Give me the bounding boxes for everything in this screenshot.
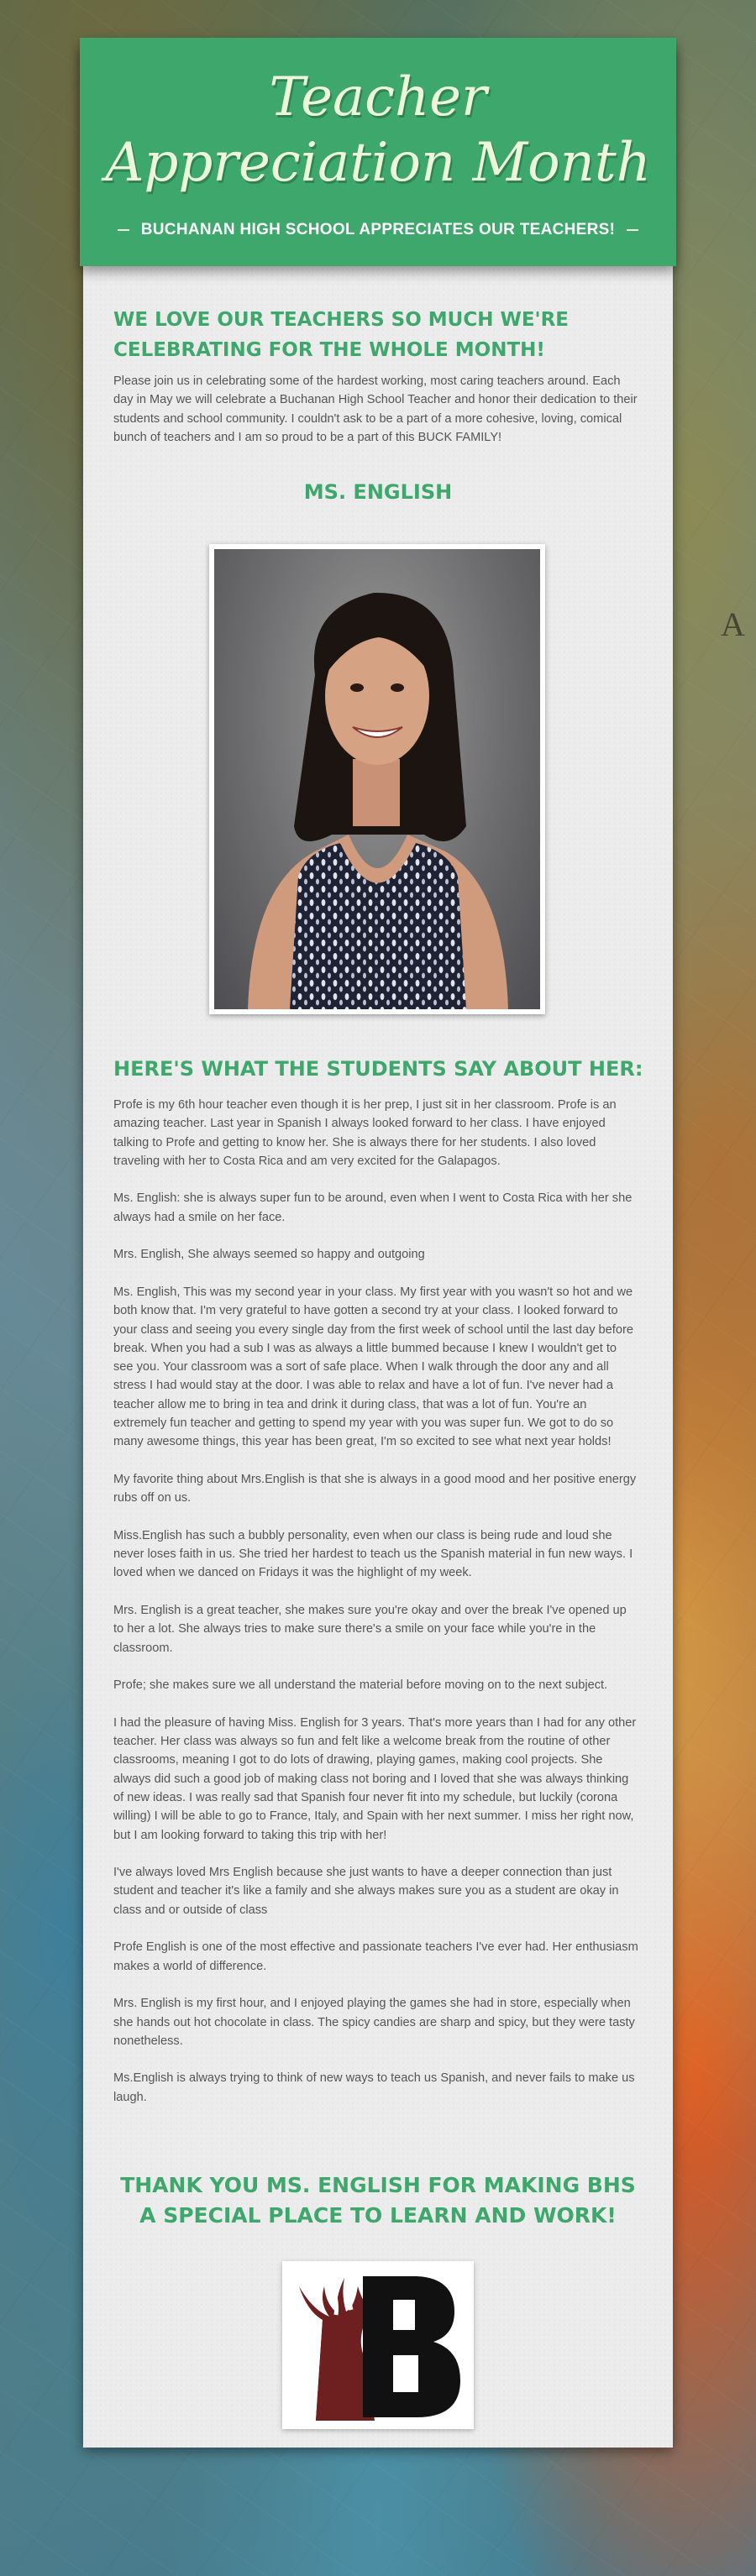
intro-text: Please join us in celebrating some of the hardest working, most caring teachers around. Each day in May we will celebrate a Buchanan High School Teacher and honor their dedication to their students and school community. I couldn't ask to be a part of a more cohesive, loving, comical bunch of teachers and I am so proud to be a part of this BUCK FAMILY! [113, 374, 638, 444]
buck-logo-icon [282, 2261, 474, 2429]
subtitle-rule-right [627, 229, 638, 231]
thank-you-heading: THANK YOU MS. ENGLISH FOR MAKING BHS A SPECIAL PLACE TO LEARN AND WORK! [120, 2173, 636, 2228]
students-heading: HERE'S WHAT THE STUDENTS SAY ABOUT HER: [113, 1057, 643, 1081]
student-quote: I had the pleasure of having Miss. English for 3 years. That's more years than I had for any other teacher. Her class was always so fun and felt like a welcome break from the routine of other classrooms, meaning I got to do lots of drawing, playing games, making cool projects. She always did such a good job of making class not boring and I loved that she was always thinking of new ideas. I was really sad that Spanish four never fit into my schedule, but luckily (corona willing) I will be able to go to France, Italy, and Spain with her next summer. I miss her right now, but I am looking forward to taking this trip with her! [113, 1715, 637, 1842]
page-subtitle: BUCHANAN HIGH SCHOOL APPRECIATES OUR TEACHERS! [140, 221, 616, 238]
student-quote: Ms. English, This was my second year in your class. My first year with you wasn't so hot and we both know that. I'm very grateful to have gotten a second try at your class. I looked forward to your class and seeing you every single day from the first week of school until the last day before break. When you had a sub I was as always a little bummed because I knew I wouldn't get to see you. Your classroom was a sort of safe place. When I walk through the door any and all stress I had would stay at the door. I was able to relax and have a lot of fun. I've never had a teacher allow me to bring in tea and drink it during class, that was a lot of fun. You're an extremely fun teacher and getting to spend my year with you was super fun. We got to do so many awesome things, this year has been great, I'm so excited to see what next year holds! [113, 1285, 633, 1449]
student-quote: Profe English is one of the most effective and passionate teachers I've ever had. Her enthusiasm makes a world of difference. [113, 1940, 638, 1973]
student-quotes [113, 1096, 638, 2125]
student-quote: Profe is my 6th hour teacher even though it is her prep, I just sit in her classroom. Profe is an amazing teacher. Last year in Spanish I always looked forward to her class. I have enjoyed talking to Profe and getting to know her. She is always there for her students. I also loved traveling with her to Costa Rica and am very excited for the Galapagos. [113, 1098, 617, 1168]
map-label: A [721, 605, 745, 643]
student-quote: Miss.English has such a bubbly personality, even when our class is being rude and loud she never loses faith in us. She tried her hardest to teach us the Spanish material in fun new ways. I loved when we danced on Fridays it was the highlight of my week. [113, 1528, 633, 1580]
student-quote: Ms. English: she is always super fun to be around, even when I went to Costa Rica with her she always had a smile on her face. [113, 1191, 633, 1224]
student-quote: Ms.English is always trying to think of new ways to teach us Spanish, and never fails to make us laugh. [113, 2071, 635, 2104]
intro-heading: WE LOVE OUR TEACHERS SO MUCH WE'RE CELEBRATING FOR THE WHOLE MONTH! [113, 309, 570, 361]
teacher-photo-image [214, 549, 540, 1009]
title-line-1: Teacher [269, 66, 487, 128]
student-quote: Mrs. English is my first hour, and I enjoyed playing the games she had in store, especially when she hands out hot chocolate in class. The spicy candies are sharp and spicy, but they were tasty nonetheless. [113, 1997, 635, 2048]
student-quote: I've always loved Mrs English because she just wants to have a deeper connection than just student and teacher it's like a family and she always makes sure you as a student are okay in class and or outside of class [113, 1866, 619, 1917]
page-title [80, 65, 676, 196]
teacher-photo [209, 544, 545, 1014]
student-quote: My favorite thing about Mrs.English is that she is always in a good mood and her positive energy rubs off on us. [113, 1472, 637, 1505]
student-quote: Profe; she makes sure we all understand the material before moving on to the next subject. [113, 1678, 608, 1693]
title-line-2: Appreciation Month [105, 132, 651, 194]
student-quote: Mrs. English, She always seemed so happy and outgoing [113, 1248, 425, 1262]
student-quote: Mrs. English is a great teacher, she makes sure you're okay and over the break I've opened up to her a lot. She always tries to make sure there's a smile on your face while you're in the classroom. [113, 1604, 627, 1655]
header-banner [80, 38, 676, 266]
subtitle-rule-left [118, 229, 129, 231]
portrait-illustration [214, 549, 540, 1009]
teacher-name: MS. ENGLISH [303, 480, 453, 504]
subtitle-row [80, 221, 676, 239]
school-logo [282, 2261, 474, 2429]
